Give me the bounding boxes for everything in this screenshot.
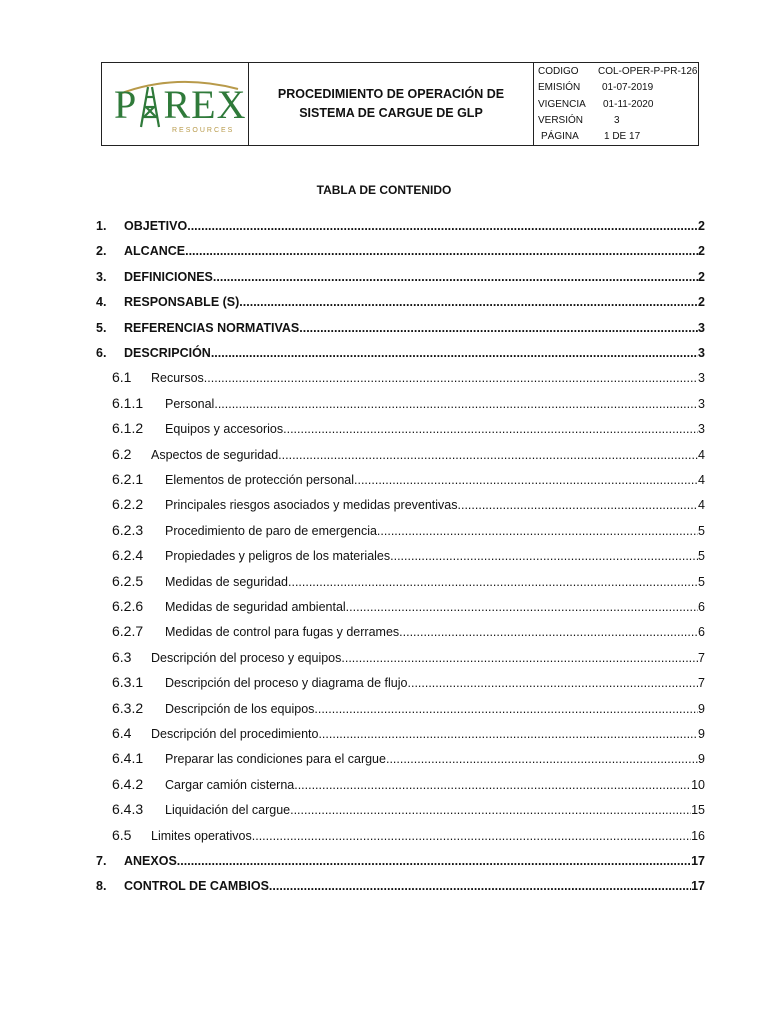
toc-entry-line (165, 473, 705, 487)
toc-entry-line (165, 549, 705, 563)
toc-entry-page: 3 (698, 371, 705, 386)
toc-dot-leader (461, 498, 698, 512)
toc-entry[interactable] (0, 498, 768, 518)
meta-row-code (534, 63, 698, 79)
toc-entry-page: 6 (698, 600, 705, 614)
toc-entry-label: CONTROL DE CAMBIOS (124, 879, 269, 894)
toc-entry-number: 6.2.5 (112, 572, 144, 589)
toc-entry-line (165, 752, 705, 766)
toc-entry-number: 6.2 (112, 445, 132, 462)
toc-entry-number: 6.4.3 (112, 801, 144, 818)
toc-entry[interactable] (0, 676, 768, 696)
toc-entry-number: 6.4.1 (112, 750, 144, 767)
toc-entry-line (124, 346, 705, 360)
toc-entry-label: ANEXOS (124, 854, 177, 868)
title-line-2: SISTEMA DE CARGUE DE GLP (299, 106, 483, 120)
meta-key: CODIGO (538, 65, 579, 77)
toc-entry-number: 6.2.2 (112, 496, 144, 513)
toc-dot-leader (386, 752, 698, 766)
toc-entry-line (151, 371, 705, 385)
toc-entry-page: 16 (691, 828, 705, 843)
toc-entry[interactable] (0, 752, 768, 772)
toc-entry-page: 7 (698, 676, 705, 691)
toc-entry[interactable] (0, 295, 768, 315)
document-header (101, 62, 699, 146)
toc-entry-label: RESPONSABLE (S) (124, 295, 240, 310)
toc-entry-number: 6.5 (112, 826, 132, 843)
toc-entry-number: 6.1.1 (112, 394, 144, 411)
meta-row-version (534, 112, 698, 128)
toc-entry-number: 6.1.2 (112, 420, 144, 437)
toc-entry-number: 6.3.1 (112, 674, 144, 691)
toc-dot-leader (213, 270, 698, 284)
toc-entry-label: DESCRIPCIÓN (124, 346, 211, 360)
toc-dot-leader (346, 600, 698, 614)
toc-entry[interactable] (0, 371, 768, 391)
toc-entry[interactable] (0, 625, 768, 645)
meta-key: EMISIÓN (538, 82, 581, 94)
toc-entry-page: 4 (698, 447, 705, 462)
meta-value: 01-11-2020 (603, 98, 654, 110)
toc-entry[interactable] (0, 727, 768, 747)
logo-subtitle: RESOURCES (172, 127, 235, 134)
toc-dot-leader (185, 244, 698, 258)
toc-dot-leader (278, 448, 698, 462)
toc-entry-line (165, 778, 705, 792)
toc-entry-line (151, 651, 705, 665)
toc-entry-number: 6.3 (112, 648, 132, 665)
toc-entry[interactable] (0, 879, 768, 899)
toc-entry[interactable] (0, 445, 768, 468)
toc-entry-line (151, 829, 705, 843)
toc-entry-line (165, 676, 705, 690)
toc-dot-leader (299, 321, 698, 335)
toc-entry-number: 2. (96, 244, 107, 259)
toc-entry-label: DEFINICIONES (124, 269, 213, 284)
toc-entry-line (165, 397, 705, 411)
toc-entry-page: 17 (691, 879, 705, 894)
toc-entry[interactable] (0, 219, 768, 239)
toc-entry-page: 4 (698, 498, 705, 513)
logo-wordmark: P REX (114, 82, 247, 127)
toc-entry-line (124, 854, 705, 868)
toc-entry-label: Medidas de seguridad (165, 574, 288, 589)
toc-dot-leader (288, 575, 698, 589)
toc-dot-leader (403, 625, 698, 639)
toc-entry-page: 10 (691, 777, 705, 792)
toc-entry[interactable] (0, 600, 768, 620)
title-line-1: PROCEDIMIENTO DE OPERACIÓN DE (277, 87, 505, 101)
toc-dot-leader (283, 422, 698, 436)
toc-entry[interactable] (0, 346, 768, 366)
toc-entry[interactable] (0, 270, 768, 290)
toc-dot-leader (290, 803, 691, 817)
toc-entry-line (165, 803, 705, 817)
meta-key: PÁGINA (541, 131, 579, 143)
toc-entry-label: Liquidación del cargue (165, 803, 291, 818)
toc-entry-label: Medidas de control para fugas y derrames. (165, 625, 403, 640)
toc-entry-label: Propiedades y peligros de los materiales. (165, 549, 394, 564)
toc-entry-label: Descripción del procedimiento (151, 727, 319, 741)
toc-entry-line (165, 422, 705, 436)
toc-dot-leader (314, 702, 698, 716)
meta-value: 3 (614, 114, 620, 126)
toc-entry-label: Medidas de seguridad ambiental (165, 600, 346, 614)
toc-entry-label: Personal (165, 396, 215, 411)
toc-entry-line (165, 625, 705, 639)
toc-entry-number: 3. (96, 269, 107, 284)
toc-entry-page: 5 (698, 523, 705, 538)
toc-dot-leader (318, 727, 698, 741)
toc-entry-line (151, 448, 705, 462)
toc-entry-line (165, 702, 705, 716)
toc-entry-label: Descripción del proceso y equipos (151, 650, 342, 665)
toc-entry-number: 6.2.1 (112, 471, 144, 487)
toc-entry[interactable] (0, 244, 768, 264)
toc-entry-page: 2 (698, 244, 705, 259)
toc-entry-number: 6.2.7 (112, 623, 144, 640)
toc-entry-number: 8. (96, 879, 107, 894)
toc-entry-label: Preparar las condiciones para el cargue (165, 752, 386, 767)
toc-entry-page: 3 (698, 346, 705, 360)
toc-entry-line (165, 498, 705, 512)
toc-entry-number: 7. (96, 854, 107, 868)
toc-entry-label: ALCANCE (124, 244, 186, 259)
toc-entry-label: Elementos de protección personal (165, 473, 355, 487)
meta-value: 01-07-2019 (602, 82, 654, 94)
toc-entry-page: 7 (698, 650, 705, 665)
toc-entry-page: 5 (698, 574, 705, 589)
meta-key: VERSIÓN (538, 114, 584, 126)
toc-entry-label: Descripción del proceso y diagrama de flujo (165, 676, 408, 691)
toc-entry-page: 17 (691, 854, 705, 868)
toc-entry-number: 6.2.6 (112, 598, 144, 614)
toc-entry[interactable] (0, 572, 768, 595)
toc-entry-page: 9 (698, 727, 705, 741)
toc-dot-leader (177, 854, 691, 868)
toc-dot-leader (191, 219, 698, 233)
toc-entry-label: OBJETIVO. (124, 219, 191, 233)
toc-entry-page: 3 (698, 422, 705, 437)
meta-value: COL-OPER-P-PR-126 (598, 65, 698, 77)
toc-entry[interactable] (0, 422, 768, 442)
logo (102, 63, 249, 145)
toc-dot-leader (239, 295, 698, 309)
toc-dot-leader (214, 397, 698, 411)
toc-entry[interactable] (0, 775, 768, 798)
toc-dot-leader (341, 651, 698, 665)
toc-title: TABLA DE CONTENIDO (316, 183, 452, 197)
toc-entry-label: REFERENCIAS NORMATIVAS (124, 320, 300, 335)
toc-entry-page: 3 (698, 320, 705, 335)
toc-entry-number: 6.1 (112, 369, 132, 386)
toc-entry-page: 3 (698, 396, 705, 411)
toc-entry-line (124, 219, 705, 233)
toc-entry[interactable] (0, 321, 768, 341)
toc-entry-number: 6.4.2 (112, 775, 144, 792)
document-meta (534, 63, 698, 145)
toc-entry-page: 2 (698, 269, 705, 284)
toc-entry[interactable] (0, 854, 768, 874)
toc-dot-leader (294, 778, 691, 792)
toc-entry-number: 6. (96, 346, 107, 360)
meta-row-emission (534, 79, 698, 95)
toc-entry-label: Equipos y accesorios (165, 422, 284, 437)
toc-entry[interactable] (0, 648, 768, 671)
toc-entry-number: 6.3.2 (112, 699, 144, 716)
toc-entry-page: 6 (698, 625, 705, 640)
toc-dot-leader (408, 676, 699, 690)
toc-entry-page: 2 (698, 295, 705, 310)
toc-entry-number: 4. (96, 295, 107, 310)
toc-entry[interactable] (0, 473, 768, 493)
toc-entry[interactable] (0, 549, 768, 569)
toc-entry-label: Procedimiento de paro de emergencia. (165, 523, 381, 538)
toc-entry-line (124, 321, 705, 335)
toc-entry[interactable] (0, 803, 768, 823)
toc-entry-label: Principales riesgos asociados y medidas preventivas. (165, 498, 461, 513)
toc-dot-leader (269, 879, 691, 893)
document-title (249, 63, 534, 145)
toc-entry-number: 6.4 (112, 725, 132, 741)
toc-entry-line (151, 727, 705, 741)
toc-entry[interactable] (0, 699, 768, 722)
toc-entry-label: Descripción de los equipos (165, 701, 315, 716)
toc-entry-page: 5 (698, 549, 705, 564)
toc-entry-label: Recursos (151, 371, 204, 386)
toc-entry-page: 15 (691, 803, 705, 818)
toc-entry-label: Limites operativos (151, 828, 252, 843)
toc-entry[interactable] (0, 826, 768, 849)
toc-entry-page: 9 (698, 701, 705, 716)
meta-value: 1 DE 17 (604, 131, 641, 143)
toc-entry-line (124, 879, 705, 893)
toc-entry-number: 1. (96, 219, 107, 233)
toc-entry-page: 9 (698, 752, 705, 767)
toc-entry[interactable] (0, 394, 768, 417)
toc-entry-line (165, 575, 705, 589)
toc-dot-leader (252, 829, 691, 843)
toc-dot-leader (204, 371, 698, 385)
toc-entry-number: 6.2.3 (112, 521, 144, 538)
toc-dot-leader (354, 473, 698, 487)
toc-entry-number: 5. (96, 320, 107, 335)
toc-dot-leader (380, 524, 698, 538)
toc-entry-page: 4 (698, 473, 705, 487)
toc-entry-label: Aspectos de seguridad (151, 447, 279, 462)
meta-row-page (534, 129, 698, 145)
toc-entry[interactable] (0, 521, 768, 544)
toc-entry-line (124, 295, 705, 309)
meta-row-validity (534, 96, 698, 112)
meta-key: VIGENCIA (538, 98, 586, 110)
toc-entry-line (165, 600, 705, 614)
toc-entry-number: 6.2.4 (112, 547, 144, 564)
toc-entry-line (165, 524, 705, 538)
toc-entry-line (124, 270, 705, 284)
toc-entry-page: 2 (698, 219, 705, 233)
toc-dot-leader (211, 346, 698, 360)
toc-entry-label: Cargar camión cisterna (165, 777, 295, 792)
toc-dot-leader (394, 549, 698, 563)
toc-entry-line (124, 244, 705, 258)
